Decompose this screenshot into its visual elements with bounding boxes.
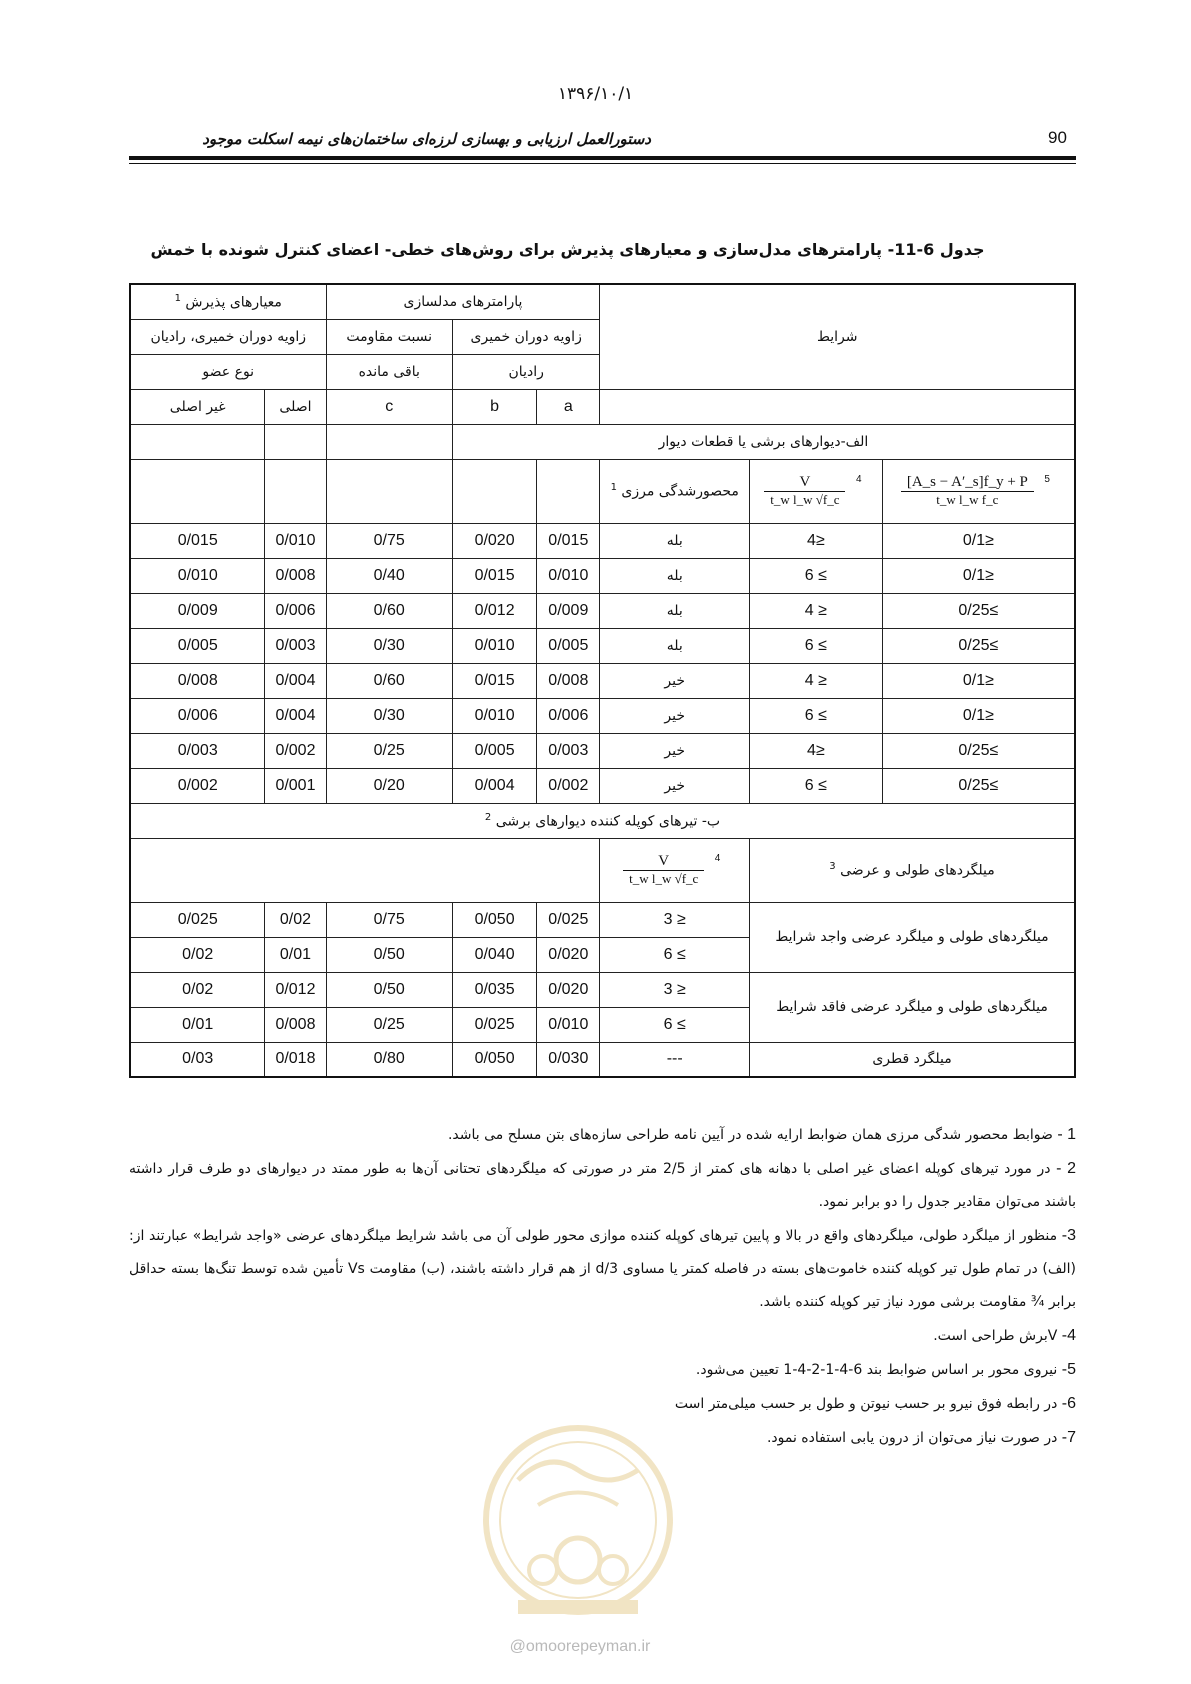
confinement-cell: خیر — [600, 663, 750, 698]
footnote-number: 5- — [1057, 1361, 1076, 1378]
section-a-rows — [130, 523, 1075, 803]
c-cell: 0/60 — [326, 663, 452, 698]
primary-cell: 0/008 — [265, 558, 326, 593]
b-cell: 0/020 — [452, 523, 536, 558]
header-secondary: غیر اصلی — [130, 389, 265, 424]
b-cell: 0/010 — [452, 628, 536, 663]
footnote-text: منظور از میلگرد طولی، میلگردهای واقع در بالا و پایین تیرهای کوپله کننده موازی محور طولی آن می باشد شرایط میلگردهای عرضی «واجد شرایط» عبارتند از: (الف) در تمام طول تیر کوپله کننده خاموت‌های بسته در فاصله کمتر یا مساوی d/3 از هم قرار داشته باشند، (ب) مقاومت Vs تأمین شده توسط تنگ‌ها بسته حداقل برابر ¾ مقاومت برشی مورد نیاز تیر کوپله کننده باشد. — [129, 1228, 1076, 1310]
b-cell: 0/015 — [452, 558, 536, 593]
footnote-number: 2 - — [1050, 1160, 1077, 1177]
confinement-cell: بله — [600, 628, 750, 663]
boundary-confinement-header: محصورشدگی مرزی $^1$ — [600, 459, 750, 523]
header-plastic-rotation: زاویه دوران خمیری — [452, 319, 599, 354]
table-row — [130, 628, 1075, 663]
a-cell: 0/015 — [537, 523, 600, 558]
shear-ratio-cell: ≥ 6 — [750, 768, 883, 803]
diagonal-reinforcement-cell: میلگرد قطری — [750, 1042, 1075, 1077]
reinforcement-header: میلگردهای طولی و عرضی $^3$ — [750, 838, 1075, 902]
a-cell: 0/030 — [537, 1042, 600, 1077]
confinement-cell: بله — [600, 523, 750, 558]
c-cell: 0/25 — [326, 1007, 452, 1042]
a-cell: 0/025 — [537, 902, 600, 937]
footnote-number: 4- — [1057, 1327, 1076, 1344]
shear-ratio-cell: ≤ 4 — [750, 593, 883, 628]
header-conditions: شرایط — [600, 284, 1075, 389]
shear-ratio-cell: ≤ 3 — [600, 902, 750, 937]
header-empty — [600, 389, 1075, 424]
footnote — [129, 1152, 1076, 1219]
secondary-cell: 0/008 — [130, 663, 265, 698]
table-row — [130, 593, 1075, 628]
table-row — [130, 733, 1075, 768]
shear-ratio-cell: ≤ 3 — [600, 972, 750, 1007]
header-rule-thin — [129, 163, 1076, 164]
primary-cell: 0/012 — [265, 972, 326, 1007]
secondary-cell: 0/015 — [130, 523, 265, 558]
a-cell: 0/010 — [537, 558, 600, 593]
shear-ratio-fraction: $\frac{V}{\text{t\_w l\_w √f\_c}}$ — [764, 474, 845, 508]
footnote-text: نیروی محور بر اساس ضوابط بند 6-4-1-2-4-1 تعیین می‌شود. — [695, 1362, 1058, 1378]
table-header-row — [130, 389, 1075, 424]
header-a: a — [537, 389, 600, 424]
header-modeling: پارامترهای مدلسازی — [326, 284, 600, 319]
confinement-cell: خیر — [600, 733, 750, 768]
shear-ratio-cell: ≥ 6 — [750, 628, 883, 663]
a-cell: 0/005 — [537, 628, 600, 663]
table-row — [130, 902, 1075, 937]
primary-cell: 0/02 — [265, 902, 326, 937]
header-radian: رادیان — [452, 354, 599, 389]
footnotes — [129, 1118, 1076, 1455]
footnote-number: 7- — [1057, 1429, 1076, 1446]
primary-cell: 0/018 — [265, 1042, 326, 1077]
secondary-cell: 0/03 — [130, 1042, 265, 1077]
footnote-number: 3- — [1057, 1227, 1076, 1244]
footnote — [129, 1319, 1076, 1353]
confinement-cell: خیر — [600, 768, 750, 803]
axial-ratio-cell: ≤0/1 — [882, 663, 1075, 698]
secondary-cell: 0/002 — [130, 768, 265, 803]
header-primary: اصلی — [265, 389, 326, 424]
c-cell: 0/50 — [326, 972, 452, 1007]
table-row — [130, 698, 1075, 733]
table-header-row — [130, 284, 1075, 319]
c-cell: 0/40 — [326, 558, 452, 593]
c-cell: 0/75 — [326, 902, 452, 937]
a-cell: 0/008 — [537, 663, 600, 698]
c-cell: 0/75 — [326, 523, 452, 558]
shear-ratio-fraction-b: $\frac{V}{\text{t\_w l\_w √f\_c}}$ — [623, 853, 704, 887]
secondary-cell: 0/02 — [130, 937, 265, 972]
shear-ratio-header: $^4$ $\frac{V}{\text{t\_w l\_w √f\_c}}$ — [750, 459, 883, 523]
a-cell: 0/020 — [537, 937, 600, 972]
a-cell: 0/020 — [537, 972, 600, 1007]
confinement-cell: بله — [600, 593, 750, 628]
axial-ratio-cell: ≤0/1 — [882, 698, 1075, 733]
primary-cell: 0/010 — [265, 523, 326, 558]
table-row — [130, 768, 1075, 803]
c-cell: 0/25 — [326, 733, 452, 768]
b-cell: 0/040 — [452, 937, 536, 972]
primary-cell: 0/002 — [265, 733, 326, 768]
primary-cell: 0/004 — [265, 698, 326, 733]
c-cell: 0/60 — [326, 593, 452, 628]
reinforcement-group-cell: میلگردهای طولی و میلگرد عرضی فاقد شرایط — [750, 972, 1075, 1042]
b-cell: 0/010 — [452, 698, 536, 733]
table-row — [130, 663, 1075, 698]
c-cell: 0/80 — [326, 1042, 452, 1077]
secondary-cell: 0/025 — [130, 902, 265, 937]
footnote-number: 1 - — [1052, 1126, 1076, 1143]
header-rule-thick — [129, 156, 1076, 160]
header-b: b — [452, 389, 536, 424]
watermark-logo — [478, 1410, 678, 1640]
shear-ratio-cell: ≥ 6 — [750, 698, 883, 733]
footnote-text: Vبرش طراحی است. — [933, 1328, 1058, 1344]
header-residual-ratio: باقی مانده — [326, 354, 452, 389]
b-cell: 0/050 — [452, 1042, 536, 1077]
primary-cell: 0/006 — [265, 593, 326, 628]
a-cell: 0/003 — [537, 733, 600, 768]
a-cell: 0/009 — [537, 593, 600, 628]
secondary-cell: 0/010 — [130, 558, 265, 593]
header-plastic-rotation-radian: زاویه دوران خمیری، رادیان — [130, 319, 326, 354]
b-cell: 0/012 — [452, 593, 536, 628]
footnote-text: در مورد تیرهای کوپله اعضای غیر اصلی با دهانه های کمتر از 2/5 متر در صورتی که میلگردهای تحتانی آن‌ها به طور ممتد در دیوارهای دو طرف قرار داشته باشند می‌توان مقادیر جدول را دو برابر نمود. — [129, 1161, 1076, 1210]
shear-ratio-cell: ≥ 6 — [600, 1007, 750, 1042]
secondary-cell: 0/003 — [130, 733, 265, 768]
section-b-subheader — [130, 838, 1075, 902]
confinement-cell: بله — [600, 558, 750, 593]
secondary-cell: 0/02 — [130, 972, 265, 1007]
b-cell: 0/004 — [452, 768, 536, 803]
a-cell: 0/010 — [537, 1007, 600, 1042]
c-cell: 0/30 — [326, 628, 452, 663]
section-a-subheader — [130, 459, 1075, 523]
header-member-type: نوع عضو — [130, 354, 326, 389]
table-row — [130, 558, 1075, 593]
c-cell: 0/50 — [326, 937, 452, 972]
header-residual-strength: نسبت مقاومت — [326, 319, 452, 354]
primary-cell: 0/001 — [265, 768, 326, 803]
footnote-number: 6- — [1057, 1395, 1076, 1412]
page-number: 90 — [1048, 128, 1067, 147]
table-row — [130, 1042, 1075, 1077]
section-b-title: ب- تیرهای کوپله کننده دیوارهای برشی $^2$ — [130, 803, 1075, 838]
footnote — [129, 1219, 1076, 1319]
shear-ratio-cell: ≥ 6 — [600, 937, 750, 972]
axial-ratio-cell: ≥0/25 — [882, 628, 1075, 663]
axial-ratio-header: $^5$ $\frac{[A\_s - A'\_s]f\_y + P}{\text{t\_w l\_w f\_c}}$ — [882, 459, 1075, 523]
section-b-rows — [130, 902, 1075, 1077]
table-row — [130, 523, 1075, 558]
b-cell: 0/015 — [452, 663, 536, 698]
a-cell: 0/002 — [537, 768, 600, 803]
secondary-cell: 0/005 — [130, 628, 265, 663]
b-cell: 0/005 — [452, 733, 536, 768]
section-row — [130, 424, 1075, 459]
b-cell: 0/025 — [452, 1007, 536, 1042]
shear-ratio-cell: ≤ 4 — [750, 663, 883, 698]
shear-ratio-cell: --- — [600, 1042, 750, 1077]
footnote-text: در صورت نیاز می‌توان از درون یابی استفاده نمود. — [766, 1430, 1058, 1446]
secondary-cell: 0/006 — [130, 698, 265, 733]
header-acceptance: معیارهای پذیرش $^1$ — [130, 284, 326, 319]
c-cell: 0/30 — [326, 698, 452, 733]
footnote-text: در رابطه فوق نیرو بر حسب نیوتن و طول بر حسب میلی‌متر است — [674, 1396, 1058, 1412]
primary-cell: 0/004 — [265, 663, 326, 698]
a-cell: 0/006 — [537, 698, 600, 733]
axial-ratio-cell: ≥0/25 — [882, 733, 1075, 768]
table-row — [130, 972, 1075, 1007]
b-cell: 0/035 — [452, 972, 536, 1007]
primary-cell: 0/01 — [265, 937, 326, 972]
axial-ratio-cell: ≥0/25 — [882, 593, 1075, 628]
running-header-title: دستورالعمل ارزیابی و بهسازی لرزه‌ای ساختمان‌های نیمه اسکلت موجود — [202, 130, 651, 148]
secondary-cell: 0/01 — [130, 1007, 265, 1042]
axial-ratio-cell: ≥0/25 — [882, 768, 1075, 803]
table-caption: جدول 6-11- پارامترهای مدل‌سازی و معیارهای پذیرش برای روش‌های خطی- اعضای کنترل شونده با خمش — [150, 240, 985, 259]
primary-cell: 0/008 — [265, 1007, 326, 1042]
footnote-text: ضوابط محصور شدگی مرزی همان ضوابط ارایه شده در آیین نامه طراحی سازه‌های بتن مسلح می باشد. — [447, 1127, 1053, 1143]
confinement-cell: خیر — [600, 698, 750, 733]
shear-ratio-cell: ≥ 6 — [750, 558, 883, 593]
axial-ratio-fraction: $\frac{[A\_s - A'\_s]f\_y + P}{\text{t\_w l\_w f\_c}}$ — [901, 474, 1034, 508]
header-c: c — [326, 389, 452, 424]
document-date: ۱۳۹۶/۱۰/۱ — [557, 84, 634, 104]
section-a-title: الف-دیوارهای برشی یا قطعات دیوار — [452, 424, 1075, 459]
axial-ratio-cell: ≤0/1 — [882, 523, 1075, 558]
footnote — [129, 1118, 1076, 1152]
shear-ratio-cell: ≤4 — [750, 733, 883, 768]
c-cell: 0/20 — [326, 768, 452, 803]
axial-ratio-cell: ≤0/1 — [882, 558, 1075, 593]
b-cell: 0/050 — [452, 902, 536, 937]
shear-ratio-cell: ≤4 — [750, 523, 883, 558]
section-row — [130, 803, 1075, 838]
primary-cell: 0/003 — [265, 628, 326, 663]
modeling-parameters-table — [129, 283, 1076, 1078]
watermark-site: @omoorepeyman.ir — [509, 1638, 651, 1655]
footnote — [129, 1353, 1076, 1387]
shear-ratio-header-b: $^4$ $\frac{V}{\text{t\_w l\_w √f\_c}}$ — [600, 838, 750, 902]
secondary-cell: 0/009 — [130, 593, 265, 628]
reinforcement-group-cell: میلگردهای طولی و میلگرد عرضی واجد شرایط — [750, 902, 1075, 972]
